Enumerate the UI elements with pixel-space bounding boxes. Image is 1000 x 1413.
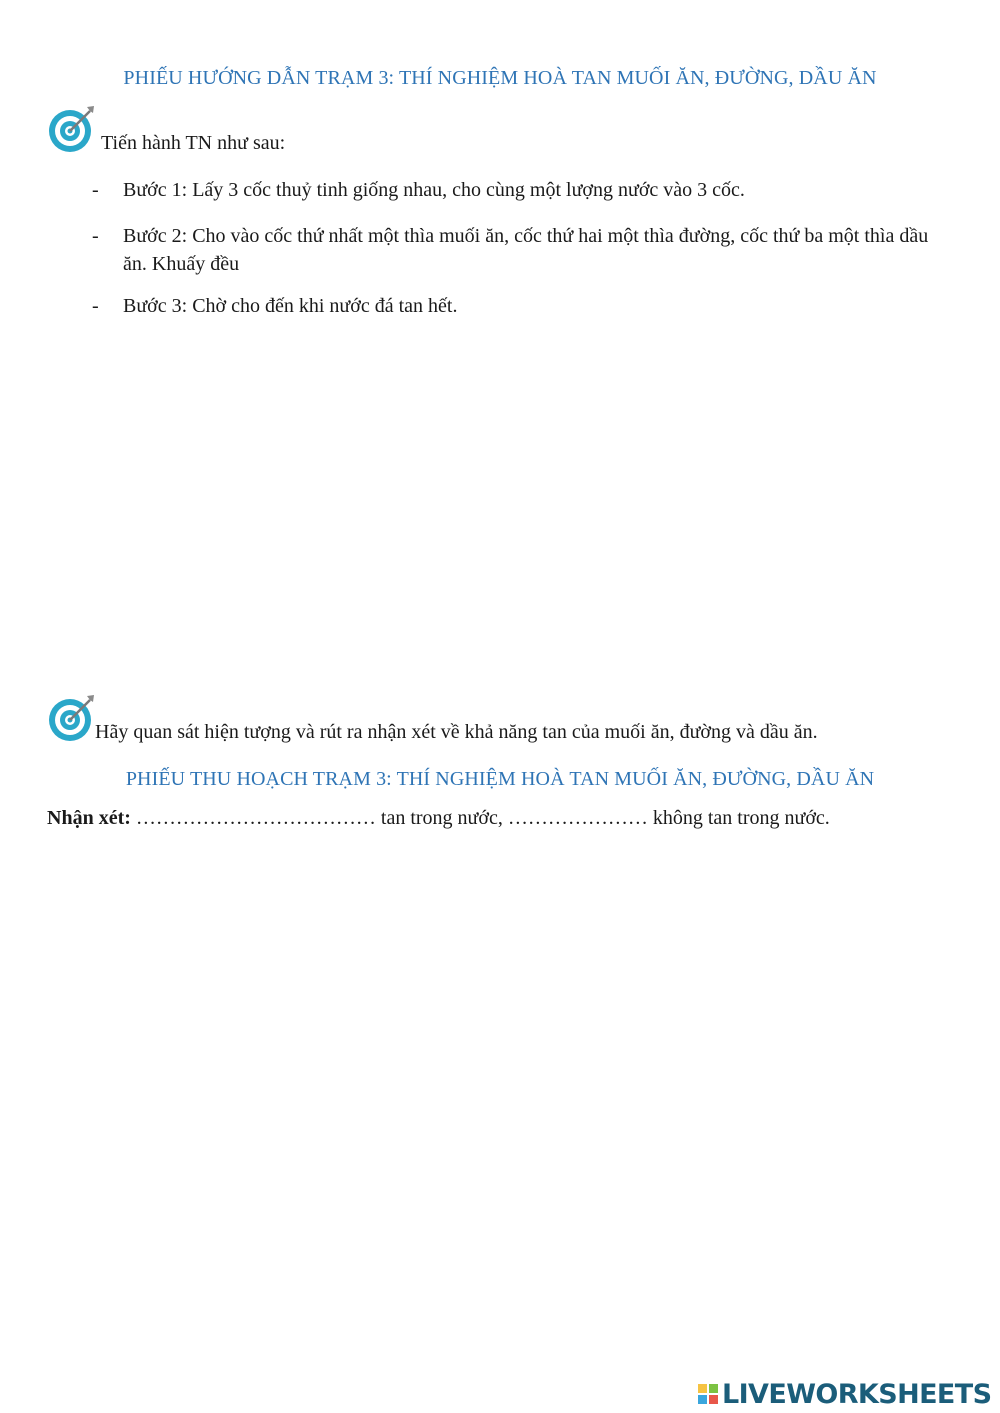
logo-block-i	[709, 1384, 718, 1393]
remark-line	[47, 807, 830, 830]
target-icon	[46, 692, 98, 742]
target-icon	[46, 103, 98, 153]
step-dash: -	[92, 295, 99, 317]
result-title: PHIẾU THU HOẠCH TRẠM 3: THÍ NGHIỆM HOÀ TAN MUỐI ĂN, ĐƯỜNG, DẦU ĂN	[125, 768, 875, 790]
logo-text: LIVEWORKSHEETS	[722, 1378, 992, 1410]
liveworksheets-logo	[698, 1377, 991, 1411]
guide-title: PHIẾU HƯỚNG DẪN TRẠM 3: THÍ NGHIỆM HOÀ TAN MUỐI ĂN, ĐƯỜNG, DẦU ĂN	[123, 67, 877, 89]
answer-blank-1[interactable]: ………………………………	[135, 807, 376, 829]
step-text: Bước 2: Cho vào cốc thứ nhất một thìa muối ăn, cốc thứ hai một thìa đường, cốc thứ ba một thìa dầu ăn. Khuấy đều	[123, 225, 929, 275]
step-item	[92, 176, 942, 204]
step-item	[92, 292, 942, 320]
intro-text: Tiến hành TN như sau:	[101, 132, 286, 154]
task-text: Hãy quan sát hiện tượng và rút ra nhận xét về khả năng tan của muối ăn, đường và dầu ăn.	[95, 721, 818, 743]
remark-label: Nhận xét:	[47, 807, 131, 829]
logo-block-v	[698, 1395, 707, 1404]
remark-middle-text: tan trong nước,	[380, 807, 503, 829]
remark-end-text: không tan trong nước.	[652, 807, 830, 829]
step-text: Bước 1: Lấy 3 cốc thuỷ tinh giống nhau, cho cùng một lượng nước vào 3 cốc.	[123, 179, 745, 201]
logo-blocks	[698, 1384, 718, 1404]
step-dash: -	[92, 225, 99, 247]
logo-block-e	[709, 1395, 718, 1404]
logo-block-l	[698, 1384, 707, 1393]
step-text: Bước 3: Chờ cho đến khi nước đá tan hết.	[123, 295, 458, 317]
answer-blank-2[interactable]: …………………	[507, 807, 648, 829]
step-dash: -	[92, 179, 99, 201]
step-item	[92, 222, 942, 278]
